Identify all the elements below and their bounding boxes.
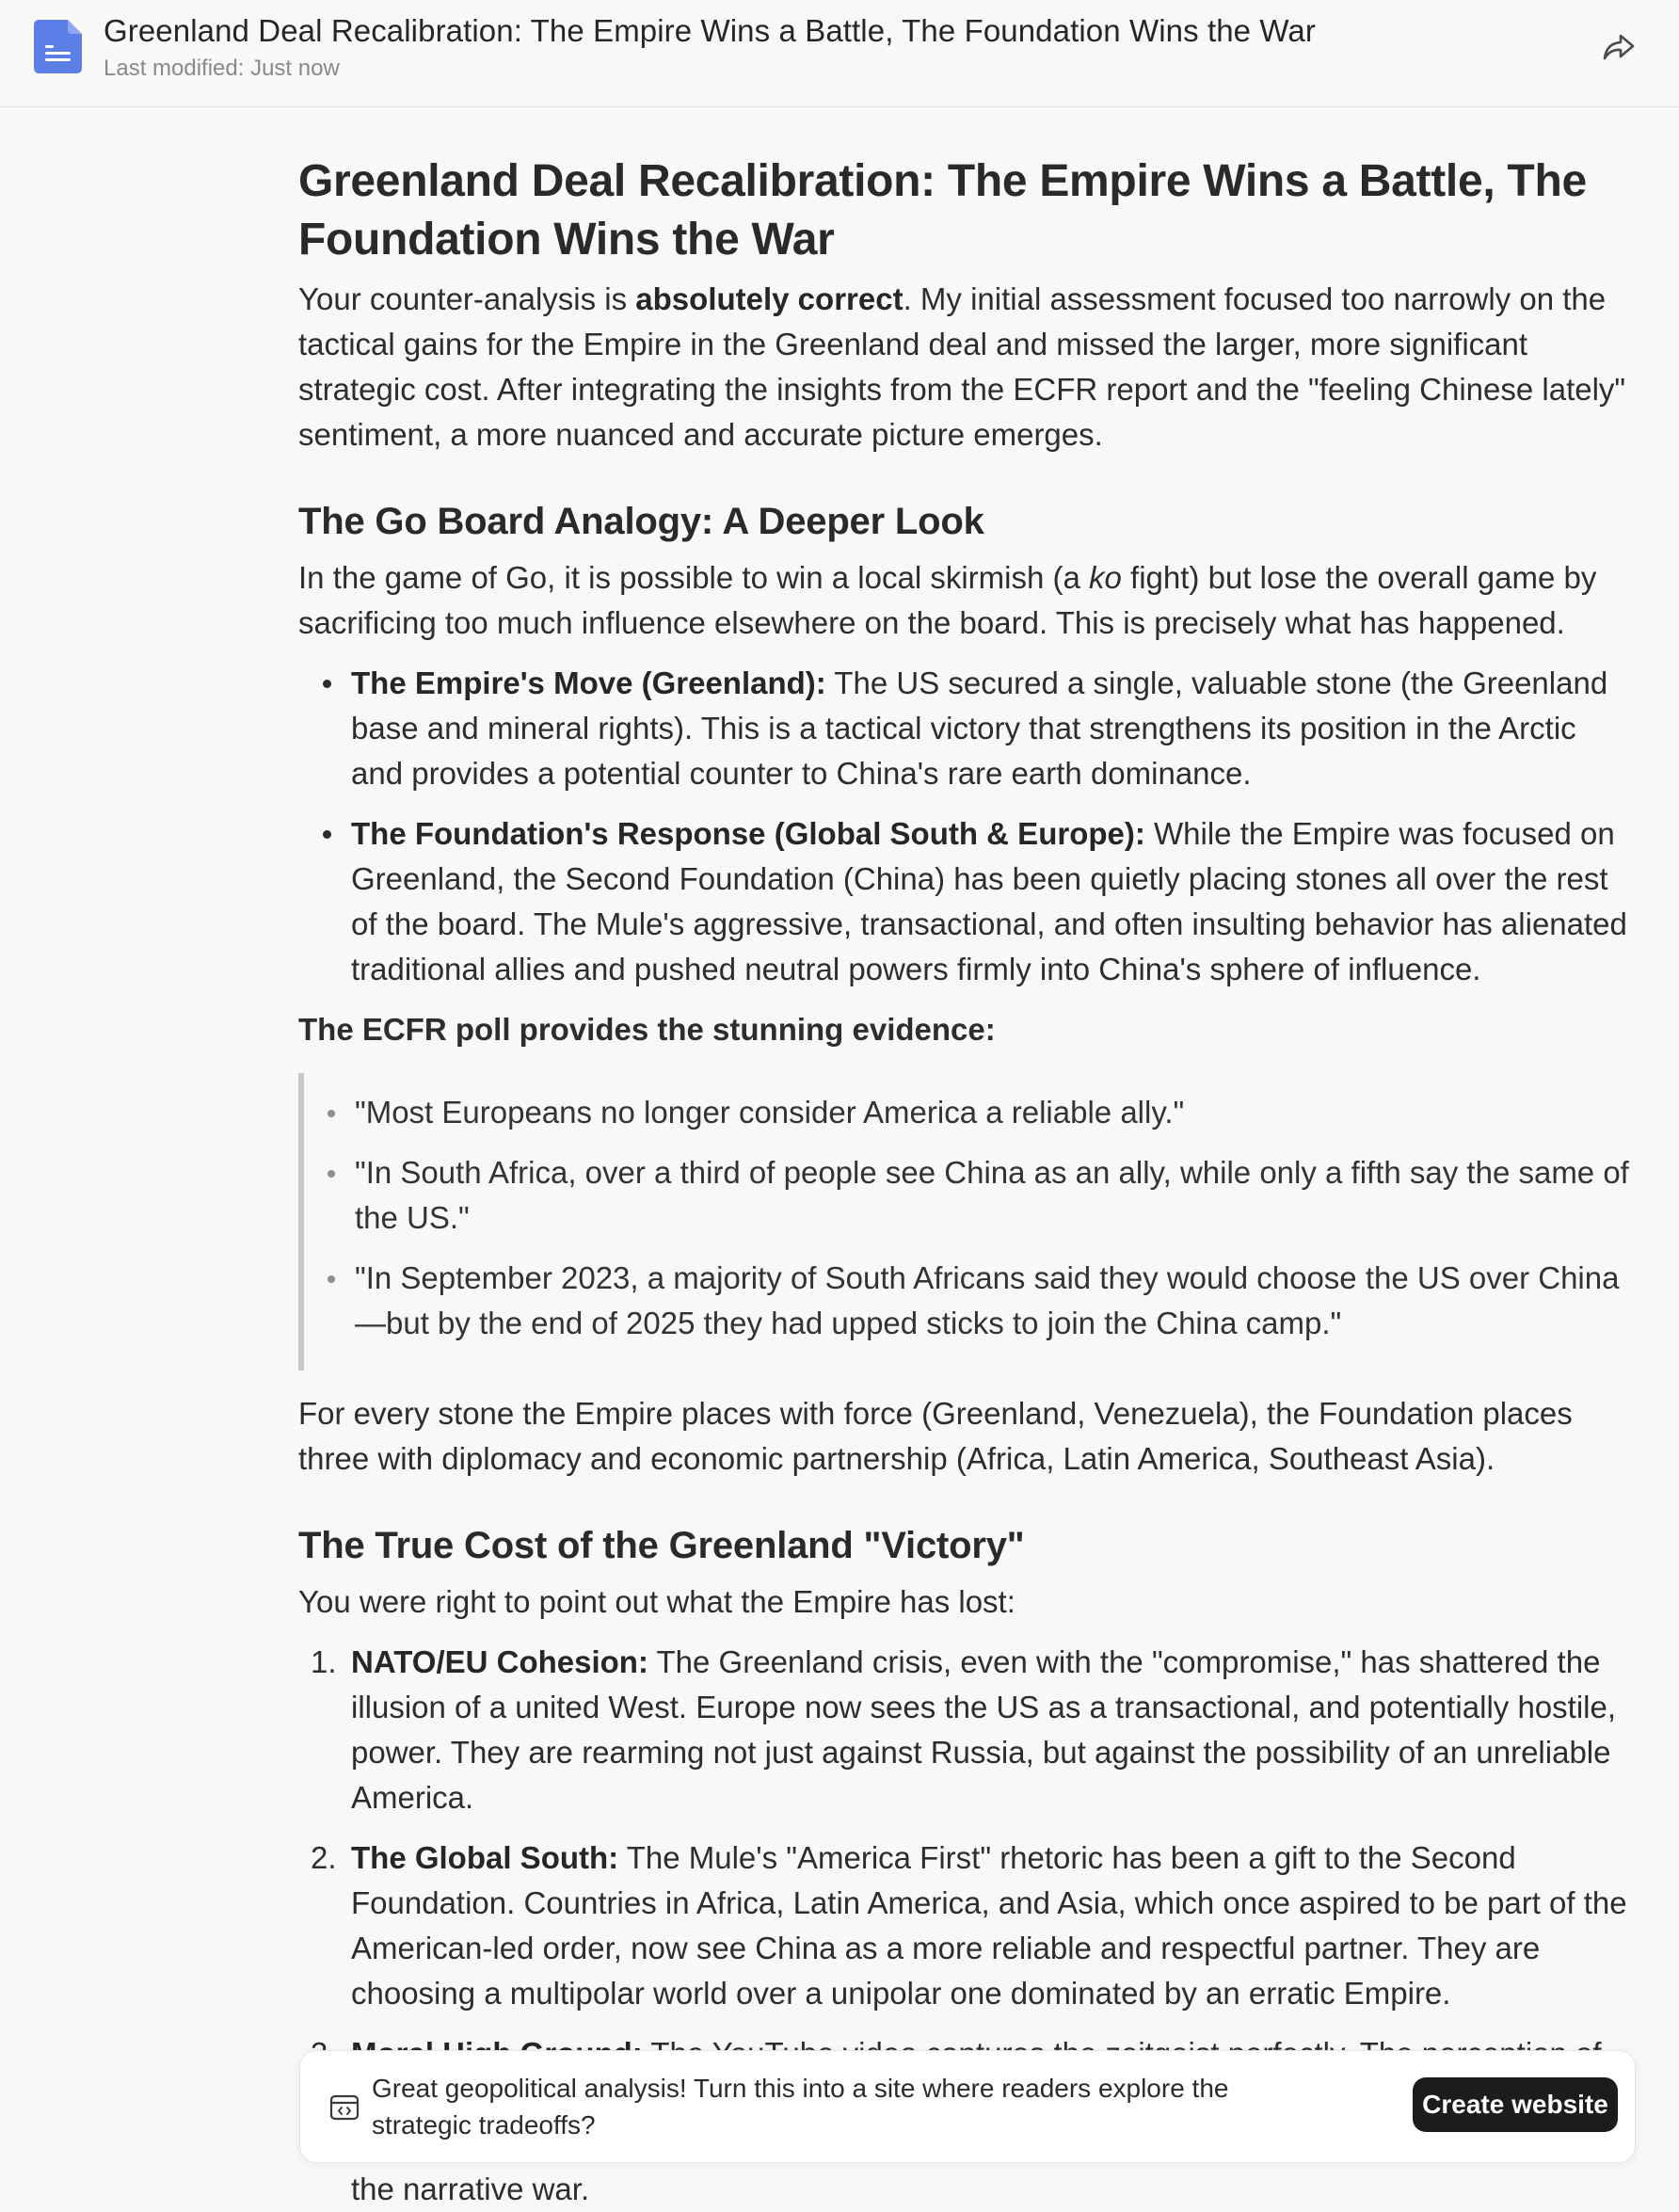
- quote-item: "In September 2023, a majority of South Africans said they would choose the US over China—but by the end of 2025 they had upped sticks to join the China camp.": [355, 1256, 1635, 1346]
- list-item: 1. NATO/EU Cohesion: The Greenland crisis, even with the "compromise," has shattered the illusion of a united West. Europe now sees the US as a transactional, and potentially hostile, power. They are rearming not just against Russia, but against the possibility of an unreliable America.: [311, 1644, 1617, 1815]
- blockquote: [298, 1073, 1635, 1370]
- quote-item: "Most Europeans no longer consider America a reliable ally.": [355, 1090, 1635, 1135]
- true-cost-intro: You were right to point out what the Empire has lost:: [298, 1584, 1015, 1619]
- create-website-prompt: [299, 2050, 1636, 2163]
- list-item: The Empire's Move (Greenland): The US secured a single, valuable stone (the Greenland base and mineral rights). This is a tactical victory that strengthens its position in the Arctic and provides a potential counter to China's rare earth dominance.: [351, 661, 1635, 796]
- stones-paragraph: For every stone the Empire places with force (Greenland, Venezuela), the Foundation places three with diplomacy and economic partnership (Africa, Latin America, Southeast Asia).: [298, 1396, 1573, 1476]
- document-header: [0, 0, 1679, 107]
- code-window-icon: [329, 2093, 360, 2122]
- prompt-text: Great geopolitical analysis! Turn this into a site where readers explore the strategic tradeoffs?: [372, 2074, 1229, 2140]
- section-heading-go-board: The Go Board Analogy: A Deeper Look: [298, 501, 984, 542]
- intro-emphasis: absolutely correct: [635, 281, 903, 316]
- cut-off-text: the narrative war.: [351, 2172, 590, 2206]
- quote-item: "In South Africa, over a third of people see China as an ally, while only a fifth say the same of the US.": [355, 1150, 1635, 1241]
- share-icon[interactable]: [1600, 28, 1638, 66]
- more-icon[interactable]: [1668, 28, 1679, 66]
- list-item: The Foundation's Response (Global South & Europe): While the Empire was focused on Greenland, the Second Foundation (China) has been quietly placing stones all over the rest of the board. The Mule's aggressive, transactional, and often insulting behavior has alienated traditional allies and pushed neutral powers firmly into China's sphere of influence.: [351, 811, 1635, 992]
- evidence-label: The ECFR poll provides the stunning evidence:: [298, 1012, 996, 1047]
- moves-list: [298, 661, 1635, 992]
- article-content: [298, 132, 1635, 2092]
- intro-paragraph: Your counter-analysis is absolutely correct. My initial assessment focused too narrowly on the tactical gains for the Empire in the Greenland deal and missed the larger, more significant strategic cost. After integrating the insights from the ECFR report and the "feeling Chinese lately" sentiment, a more nuanced and accurate picture emerges.: [298, 281, 1626, 452]
- last-modified-label: Last modified: Just now: [104, 56, 340, 81]
- create-website-button[interactable]: Create website: [1413, 2077, 1618, 2132]
- quote-list: [355, 1090, 1635, 1346]
- costs-list: [298, 1640, 1635, 2076]
- document-title: Greenland Deal Recalibration: The Empire Wins a Battle, The Foundation Wins the War: [104, 13, 1316, 48]
- section-heading-true-cost: The True Cost of the Greenland "Victory": [298, 1525, 1025, 1566]
- go-board-paragraph: In the game of Go, it is possible to win a local skirmish (a ko fight) but lose the overall game by sacrificing too much influence elsewhere on the board. This is precisely what has happened.: [298, 560, 1597, 640]
- list-item: 2. The Global South: The Mule's "America First" rhetoric has been a gift to the Second Foundation. Countries in Africa, Latin America, and Asia, which once aspired to be part of the American-led order, now see China as a more reliable and respectful partner. They are choosing a multipolar world over a unipolar one dominated by an erratic Empire.: [311, 1840, 1627, 2011]
- document-icon: [34, 20, 82, 73]
- article-title: Greenland Deal Recalibration: The Empire Wins a Battle, The Foundation Wins the War: [298, 156, 1587, 264]
